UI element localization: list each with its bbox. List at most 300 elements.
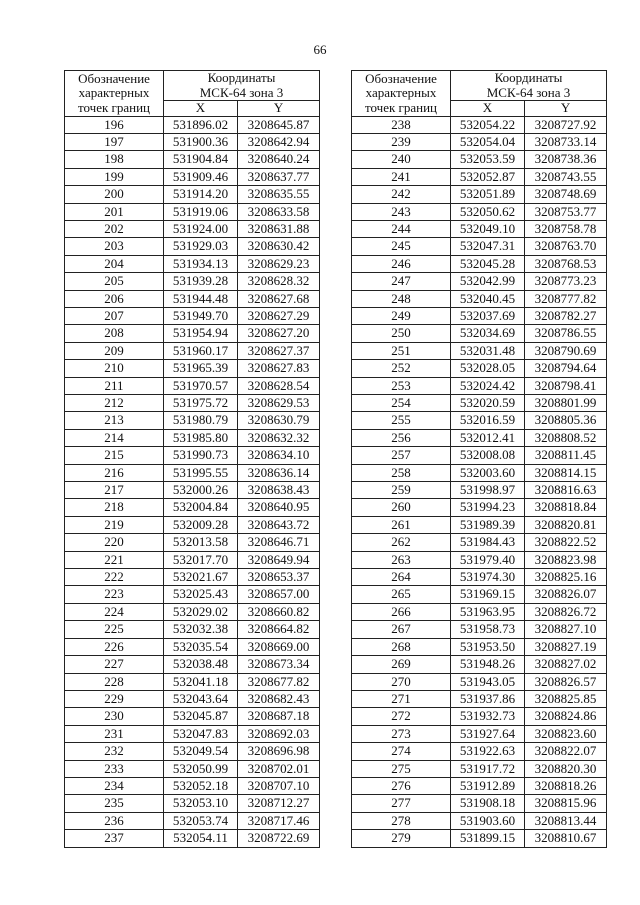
table-row xyxy=(65,656,320,673)
header-point-label xyxy=(352,71,451,117)
table-row xyxy=(65,116,320,133)
y-coordinate-cell: 3208638.43 xyxy=(238,482,320,499)
y-coordinate-cell: 3208811.45 xyxy=(525,447,607,464)
y-coordinate-cell: 3208814.15 xyxy=(525,464,607,481)
y-coordinate-cell: 3208763.70 xyxy=(525,238,607,255)
table-row xyxy=(352,273,607,290)
table-row xyxy=(352,429,607,446)
x-coordinate-cell: 532020.59 xyxy=(451,395,525,412)
coordinates-table-right xyxy=(351,70,607,848)
y-coordinate-cell: 3208634.10 xyxy=(238,447,320,464)
point-number-cell: 270 xyxy=(352,673,451,690)
point-number-cell: 264 xyxy=(352,569,451,586)
x-coordinate-cell: 532049.54 xyxy=(164,743,238,760)
y-coordinate-cell: 3208822.07 xyxy=(525,743,607,760)
y-coordinate-cell: 3208630.42 xyxy=(238,238,320,255)
table-row xyxy=(65,551,320,568)
header-point-line: Обозначение xyxy=(365,70,437,86)
y-coordinate-cell: 3208818.84 xyxy=(525,499,607,516)
y-coordinate-cell: 3208628.54 xyxy=(238,377,320,394)
table-row xyxy=(65,412,320,429)
point-number-cell: 196 xyxy=(65,116,164,133)
y-coordinate-cell: 3208682.43 xyxy=(238,690,320,707)
x-coordinate-cell: 531969.15 xyxy=(451,586,525,603)
point-number-cell: 222 xyxy=(65,569,164,586)
x-coordinate-cell: 531995.55 xyxy=(164,464,238,481)
x-coordinate-cell: 531974.30 xyxy=(451,569,525,586)
point-number-cell: 277 xyxy=(352,795,451,812)
point-number-cell: 233 xyxy=(65,760,164,777)
x-coordinate-cell: 532032.38 xyxy=(164,621,238,638)
point-number-cell: 213 xyxy=(65,412,164,429)
point-number-cell: 209 xyxy=(65,342,164,359)
point-number-cell: 268 xyxy=(352,638,451,655)
point-number-cell: 219 xyxy=(65,516,164,533)
x-coordinate-cell: 531919.06 xyxy=(164,203,238,220)
table-row xyxy=(352,116,607,133)
point-number-cell: 276 xyxy=(352,777,451,794)
point-number-cell: 204 xyxy=(65,255,164,272)
y-coordinate-cell: 3208669.00 xyxy=(238,638,320,655)
point-number-cell: 252 xyxy=(352,360,451,377)
point-number-cell: 207 xyxy=(65,307,164,324)
x-coordinate-cell: 531896.02 xyxy=(164,116,238,133)
point-number-cell: 239 xyxy=(352,133,451,150)
y-coordinate-cell: 3208630.79 xyxy=(238,412,320,429)
x-coordinate-cell: 531903.60 xyxy=(451,812,525,829)
point-number-cell: 274 xyxy=(352,743,451,760)
header-coordinates: Координаты xyxy=(164,71,320,86)
y-coordinate-cell: 3208664.82 xyxy=(238,621,320,638)
table-row xyxy=(65,725,320,742)
x-coordinate-cell: 532053.59 xyxy=(451,151,525,168)
x-coordinate-cell: 532037.69 xyxy=(451,307,525,324)
y-coordinate-cell: 3208629.23 xyxy=(238,255,320,272)
x-coordinate-cell: 532004.84 xyxy=(164,499,238,516)
x-coordinate-cell: 532045.28 xyxy=(451,255,525,272)
point-number-cell: 226 xyxy=(65,638,164,655)
point-number-cell: 217 xyxy=(65,482,164,499)
point-number-cell: 263 xyxy=(352,551,451,568)
table-row xyxy=(65,290,320,307)
header-x: X xyxy=(451,101,525,117)
x-coordinate-cell: 532021.67 xyxy=(164,569,238,586)
table-row xyxy=(65,569,320,586)
y-coordinate-cell: 3208733.14 xyxy=(525,133,607,150)
x-coordinate-cell: 532054.11 xyxy=(164,830,238,847)
table-row xyxy=(352,203,607,220)
point-number-cell: 211 xyxy=(65,377,164,394)
table-row xyxy=(65,360,320,377)
x-coordinate-cell: 532025.43 xyxy=(164,586,238,603)
x-coordinate-cell: 531909.46 xyxy=(164,168,238,185)
point-number-cell: 218 xyxy=(65,499,164,516)
point-number-cell: 271 xyxy=(352,690,451,707)
y-coordinate-cell: 3208827.02 xyxy=(525,656,607,673)
x-coordinate-cell: 532053.10 xyxy=(164,795,238,812)
y-coordinate-cell: 3208768.53 xyxy=(525,255,607,272)
y-coordinate-cell: 3208635.55 xyxy=(238,186,320,203)
x-coordinate-cell: 531979.40 xyxy=(451,551,525,568)
table-row xyxy=(352,377,607,394)
x-coordinate-cell: 531934.13 xyxy=(164,255,238,272)
y-coordinate-cell: 3208627.29 xyxy=(238,307,320,324)
point-number-cell: 256 xyxy=(352,429,451,446)
x-coordinate-cell: 531914.20 xyxy=(164,186,238,203)
header-y: Y xyxy=(525,101,607,117)
table-row xyxy=(352,133,607,150)
table-row xyxy=(65,342,320,359)
table-row xyxy=(65,690,320,707)
x-coordinate-cell: 532052.87 xyxy=(451,168,525,185)
point-number-cell: 224 xyxy=(65,603,164,620)
x-coordinate-cell: 531963.95 xyxy=(451,603,525,620)
table-row xyxy=(65,708,320,725)
point-number-cell: 230 xyxy=(65,708,164,725)
header-coordinate-system: МСК-64 зона 3 xyxy=(451,86,607,101)
x-coordinate-cell: 531949.70 xyxy=(164,307,238,324)
table-row xyxy=(352,795,607,812)
table-row xyxy=(352,621,607,638)
header-point-line: Обозначение xyxy=(78,70,150,86)
y-coordinate-cell: 3208673.34 xyxy=(238,656,320,673)
point-number-cell: 199 xyxy=(65,168,164,185)
x-coordinate-cell: 531937.86 xyxy=(451,690,525,707)
point-number-cell: 228 xyxy=(65,673,164,690)
table-row xyxy=(352,690,607,707)
table-row xyxy=(352,830,607,847)
x-coordinate-cell: 532045.87 xyxy=(164,708,238,725)
y-coordinate-cell: 3208826.57 xyxy=(525,673,607,690)
y-coordinate-cell: 3208649.94 xyxy=(238,551,320,568)
y-coordinate-cell: 3208808.52 xyxy=(525,429,607,446)
point-number-cell: 247 xyxy=(352,273,451,290)
table-row xyxy=(65,638,320,655)
point-number-cell: 273 xyxy=(352,725,451,742)
point-number-cell: 232 xyxy=(65,743,164,760)
x-coordinate-cell: 531927.64 xyxy=(451,725,525,742)
point-number-cell: 250 xyxy=(352,325,451,342)
x-coordinate-cell: 532053.74 xyxy=(164,812,238,829)
point-number-cell: 221 xyxy=(65,551,164,568)
y-coordinate-cell: 3208631.88 xyxy=(238,220,320,237)
point-number-cell: 215 xyxy=(65,447,164,464)
y-coordinate-cell: 3208707.10 xyxy=(238,777,320,794)
table-row xyxy=(65,464,320,481)
y-coordinate-cell: 3208773.23 xyxy=(525,273,607,290)
table-row xyxy=(65,220,320,237)
x-coordinate-cell: 531954.94 xyxy=(164,325,238,342)
point-number-cell: 257 xyxy=(352,447,451,464)
table-row xyxy=(352,673,607,690)
table-row xyxy=(65,395,320,412)
table-row xyxy=(352,725,607,742)
x-coordinate-cell: 532008.08 xyxy=(451,447,525,464)
header-x: X xyxy=(164,101,238,117)
x-coordinate-cell: 532040.45 xyxy=(451,290,525,307)
y-coordinate-cell: 3208677.82 xyxy=(238,673,320,690)
table-row xyxy=(65,743,320,760)
y-coordinate-cell: 3208722.69 xyxy=(238,830,320,847)
x-coordinate-cell: 532000.26 xyxy=(164,482,238,499)
point-number-cell: 265 xyxy=(352,586,451,603)
x-coordinate-cell: 531984.43 xyxy=(451,534,525,551)
y-coordinate-cell: 3208642.94 xyxy=(238,133,320,150)
table-row xyxy=(65,255,320,272)
point-number-cell: 255 xyxy=(352,412,451,429)
y-coordinate-cell: 3208738.36 xyxy=(525,151,607,168)
point-number-cell: 220 xyxy=(65,534,164,551)
point-number-cell: 279 xyxy=(352,830,451,847)
table-row xyxy=(352,812,607,829)
table-row xyxy=(352,708,607,725)
point-number-cell: 242 xyxy=(352,186,451,203)
point-number-cell: 275 xyxy=(352,760,451,777)
x-coordinate-cell: 532054.04 xyxy=(451,133,525,150)
table-row xyxy=(352,760,607,777)
point-number-cell: 259 xyxy=(352,482,451,499)
x-coordinate-cell: 531917.72 xyxy=(451,760,525,777)
y-coordinate-cell: 3208645.87 xyxy=(238,116,320,133)
point-number-cell: 269 xyxy=(352,656,451,673)
point-number-cell: 235 xyxy=(65,795,164,812)
table-row xyxy=(352,447,607,464)
y-coordinate-cell: 3208627.20 xyxy=(238,325,320,342)
table-row xyxy=(65,812,320,829)
x-coordinate-cell: 532051.89 xyxy=(451,186,525,203)
y-coordinate-cell: 3208640.95 xyxy=(238,499,320,516)
y-coordinate-cell: 3208782.27 xyxy=(525,307,607,324)
point-number-cell: 249 xyxy=(352,307,451,324)
table-row xyxy=(352,255,607,272)
y-coordinate-cell: 3208801.99 xyxy=(525,395,607,412)
y-coordinate-cell: 3208717.46 xyxy=(238,812,320,829)
table-row xyxy=(65,133,320,150)
x-coordinate-cell: 531912.89 xyxy=(451,777,525,794)
table-row xyxy=(352,360,607,377)
y-coordinate-cell: 3208633.58 xyxy=(238,203,320,220)
point-number-cell: 202 xyxy=(65,220,164,237)
point-number-cell: 262 xyxy=(352,534,451,551)
x-coordinate-cell: 531904.84 xyxy=(164,151,238,168)
y-coordinate-cell: 3208826.72 xyxy=(525,603,607,620)
point-number-cell: 205 xyxy=(65,273,164,290)
table-row xyxy=(65,777,320,794)
page-number: 66 xyxy=(313,42,327,57)
table-row xyxy=(352,516,607,533)
table-row xyxy=(65,534,320,551)
header-coordinates: Координаты xyxy=(451,71,607,86)
x-coordinate-cell: 531975.72 xyxy=(164,395,238,412)
y-coordinate-cell: 3208643.72 xyxy=(238,516,320,533)
y-coordinate-cell: 3208825.16 xyxy=(525,569,607,586)
x-coordinate-cell: 531953.50 xyxy=(451,638,525,655)
x-coordinate-cell: 531929.03 xyxy=(164,238,238,255)
table-row xyxy=(352,551,607,568)
point-number-cell: 245 xyxy=(352,238,451,255)
table-row xyxy=(65,377,320,394)
x-coordinate-cell: 532054.22 xyxy=(451,116,525,133)
x-coordinate-cell: 532041.18 xyxy=(164,673,238,690)
point-number-cell: 243 xyxy=(352,203,451,220)
y-coordinate-cell: 3208786.55 xyxy=(525,325,607,342)
y-coordinate-cell: 3208805.36 xyxy=(525,412,607,429)
table-row xyxy=(65,447,320,464)
y-coordinate-cell: 3208640.24 xyxy=(238,151,320,168)
point-number-cell: 231 xyxy=(65,725,164,742)
header-point-label xyxy=(65,71,164,117)
point-number-cell: 201 xyxy=(65,203,164,220)
table-row xyxy=(352,464,607,481)
y-coordinate-cell: 3208753.77 xyxy=(525,203,607,220)
y-coordinate-cell: 3208777.82 xyxy=(525,290,607,307)
x-coordinate-cell: 531958.73 xyxy=(451,621,525,638)
table-row xyxy=(65,429,320,446)
point-number-cell: 238 xyxy=(352,116,451,133)
x-coordinate-cell: 531990.73 xyxy=(164,447,238,464)
table-row xyxy=(352,342,607,359)
point-number-cell: 260 xyxy=(352,499,451,516)
coordinates-table-left xyxy=(64,70,320,848)
x-coordinate-cell: 532047.31 xyxy=(451,238,525,255)
table-row xyxy=(65,499,320,516)
y-coordinate-cell: 3208825.85 xyxy=(525,690,607,707)
table-row xyxy=(352,638,607,655)
point-number-cell: 236 xyxy=(65,812,164,829)
x-coordinate-cell: 531924.00 xyxy=(164,220,238,237)
point-number-cell: 227 xyxy=(65,656,164,673)
point-number-cell: 234 xyxy=(65,777,164,794)
point-number-cell: 212 xyxy=(65,395,164,412)
x-coordinate-cell: 531985.80 xyxy=(164,429,238,446)
x-coordinate-cell: 531989.39 xyxy=(451,516,525,533)
point-number-cell: 208 xyxy=(65,325,164,342)
x-coordinate-cell: 532024.42 xyxy=(451,377,525,394)
y-coordinate-cell: 3208818.26 xyxy=(525,777,607,794)
table-row xyxy=(352,534,607,551)
x-coordinate-cell: 531980.79 xyxy=(164,412,238,429)
y-coordinate-cell: 3208702.01 xyxy=(238,760,320,777)
table-row xyxy=(65,186,320,203)
table-row xyxy=(65,482,320,499)
y-coordinate-cell: 3208823.98 xyxy=(525,551,607,568)
x-coordinate-cell: 532017.70 xyxy=(164,551,238,568)
y-coordinate-cell: 3208816.63 xyxy=(525,482,607,499)
y-coordinate-cell: 3208657.00 xyxy=(238,586,320,603)
point-number-cell: 203 xyxy=(65,238,164,255)
point-number-cell: 210 xyxy=(65,360,164,377)
point-number-cell: 254 xyxy=(352,395,451,412)
x-coordinate-cell: 532013.58 xyxy=(164,534,238,551)
x-coordinate-cell: 532042.99 xyxy=(451,273,525,290)
y-coordinate-cell: 3208632.32 xyxy=(238,429,320,446)
x-coordinate-cell: 532003.60 xyxy=(451,464,525,481)
point-number-cell: 258 xyxy=(352,464,451,481)
x-coordinate-cell: 531948.26 xyxy=(451,656,525,673)
table-row xyxy=(65,673,320,690)
x-coordinate-cell: 531922.63 xyxy=(451,743,525,760)
y-coordinate-cell: 3208826.07 xyxy=(525,586,607,603)
x-coordinate-cell: 531944.48 xyxy=(164,290,238,307)
y-coordinate-cell: 3208627.68 xyxy=(238,290,320,307)
table-row xyxy=(352,656,607,673)
point-number-cell: 241 xyxy=(352,168,451,185)
table-row xyxy=(65,273,320,290)
y-coordinate-cell: 3208823.60 xyxy=(525,725,607,742)
x-coordinate-cell: 531994.23 xyxy=(451,499,525,516)
y-coordinate-cell: 3208727.92 xyxy=(525,116,607,133)
x-coordinate-cell: 532012.41 xyxy=(451,429,525,446)
point-number-cell: 200 xyxy=(65,186,164,203)
y-coordinate-cell: 3208827.19 xyxy=(525,638,607,655)
point-number-cell: 253 xyxy=(352,377,451,394)
x-coordinate-cell: 531960.17 xyxy=(164,342,238,359)
table-row xyxy=(65,168,320,185)
y-coordinate-cell: 3208687.18 xyxy=(238,708,320,725)
y-coordinate-cell: 3208646.71 xyxy=(238,534,320,551)
point-number-cell: 278 xyxy=(352,812,451,829)
point-number-cell: 229 xyxy=(65,690,164,707)
y-coordinate-cell: 3208628.32 xyxy=(238,273,320,290)
x-coordinate-cell: 532029.02 xyxy=(164,603,238,620)
y-coordinate-cell: 3208822.52 xyxy=(525,534,607,551)
y-coordinate-cell: 3208660.82 xyxy=(238,603,320,620)
table-row xyxy=(65,307,320,324)
point-number-cell: 248 xyxy=(352,290,451,307)
point-number-cell: 251 xyxy=(352,342,451,359)
point-number-cell: 266 xyxy=(352,603,451,620)
header-y: Y xyxy=(238,101,320,117)
point-number-cell: 272 xyxy=(352,708,451,725)
point-number-cell: 267 xyxy=(352,621,451,638)
y-coordinate-cell: 3208790.69 xyxy=(525,342,607,359)
header-point-line: характерных xyxy=(78,85,150,100)
y-coordinate-cell: 3208824.86 xyxy=(525,708,607,725)
point-number-cell: 261 xyxy=(352,516,451,533)
table-row xyxy=(352,569,607,586)
table-row xyxy=(352,290,607,307)
x-coordinate-cell: 531965.39 xyxy=(164,360,238,377)
x-coordinate-cell: 531943.05 xyxy=(451,673,525,690)
x-coordinate-cell: 532049.10 xyxy=(451,220,525,237)
table-row xyxy=(65,795,320,812)
table-row xyxy=(65,151,320,168)
y-coordinate-cell: 3208820.81 xyxy=(525,516,607,533)
table-row xyxy=(352,586,607,603)
table-row xyxy=(352,395,607,412)
table-row xyxy=(65,203,320,220)
point-number-cell: 225 xyxy=(65,621,164,638)
y-coordinate-cell: 3208653.37 xyxy=(238,569,320,586)
x-coordinate-cell: 532035.54 xyxy=(164,638,238,655)
table-row xyxy=(352,325,607,342)
y-coordinate-cell: 3208815.96 xyxy=(525,795,607,812)
table-row xyxy=(352,186,607,203)
table-row xyxy=(65,830,320,847)
table-row xyxy=(65,238,320,255)
x-coordinate-cell: 531908.18 xyxy=(451,795,525,812)
x-coordinate-cell: 532050.62 xyxy=(451,203,525,220)
y-coordinate-cell: 3208810.67 xyxy=(525,830,607,847)
table-row xyxy=(352,482,607,499)
y-coordinate-cell: 3208696.98 xyxy=(238,743,320,760)
x-coordinate-cell: 532031.48 xyxy=(451,342,525,359)
y-coordinate-cell: 3208827.10 xyxy=(525,621,607,638)
y-coordinate-cell: 3208712.27 xyxy=(238,795,320,812)
y-coordinate-cell: 3208627.37 xyxy=(238,342,320,359)
table-row xyxy=(352,603,607,620)
x-coordinate-cell: 532052.18 xyxy=(164,777,238,794)
